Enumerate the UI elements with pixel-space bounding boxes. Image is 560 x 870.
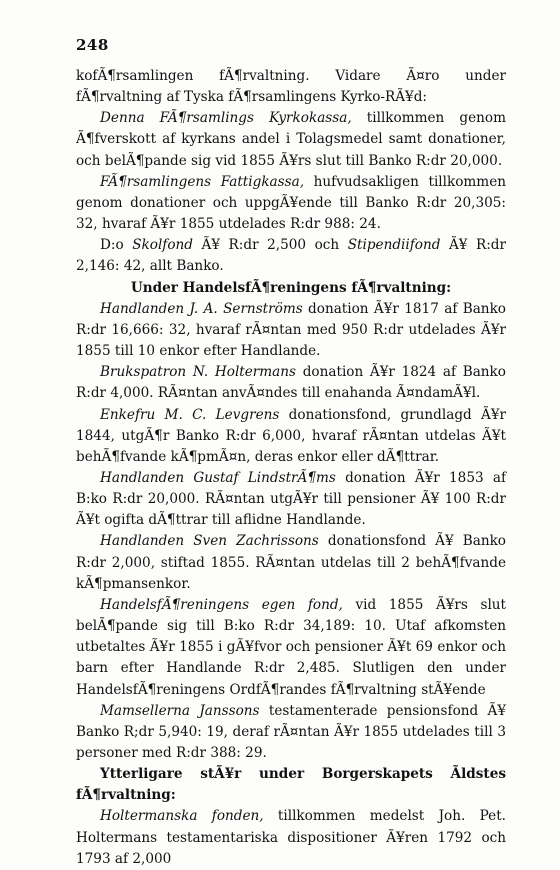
- fund-name: Handlanden Gustaf LindstrÃ¶ms: [100, 469, 336, 486]
- text-run: donationsfond Ã¥ Banko R:dr 2,000, stiftad 1855. RÃ¤ntan utdelas till 2 behÃ¶fvande kÃ¶pmansenkor.: [76, 533, 506, 592]
- fund-name: HandelsfÃ¶reningens egen fond,: [100, 596, 343, 613]
- paragraph-intro: [76, 66, 506, 108]
- fund-name: Handlanden Sven Zachrissons: [100, 533, 319, 550]
- text-run: Ytterligare stÃ¥r under Borgerskapets Ãldstes fÃ¶rvaltning:: [76, 766, 506, 804]
- fund-name: Mamsellerna Janssons: [100, 702, 260, 719]
- paragraph-kyrkokassa: [76, 108, 506, 171]
- paragraph-lindstrom: [76, 468, 506, 531]
- fund-name: FÃ¶rsamlingens Fattigkassa,: [100, 173, 305, 190]
- text-run: donation Ã¥r 1853 af B:ko R:dr 20,000. RÃ¤ntan utgÃ¥r till pensioner Ã¥ 100 R:dr Ã¥t ogifta dÃ¶ttrar till aflidne Handlande.: [76, 469, 506, 529]
- fund-name: Enkefru M. C. Levgrens: [100, 406, 280, 423]
- page-body: [76, 66, 506, 870]
- paragraph-fattigkassa: [76, 172, 506, 235]
- fund-name: Handlanden J. A. Sernströms: [100, 300, 303, 317]
- text-run: Ã¥ R:dr 2,500 och: [192, 237, 348, 254]
- text-run: Ã¥ R:dr 2,146: 42, allt Banko.: [76, 237, 506, 275]
- fund-name: Denna FÃ¶rsamlings Kyrkokassa,: [100, 110, 352, 127]
- fund-name: Holtermanska fonden,: [100, 808, 264, 825]
- text-run: Vidare Ã¤ro under fÃ¶rvaltning af Tyska fÃ¶rsamlingens Kyrko-RÃ¥d:: [76, 68, 506, 106]
- text-run: tillkommen genom Ã¶fverskott af kyrkans andel i Tolagsmedel samt donationer, och belÃ¶pande sig vid 1855 Ã¥rs slut till Banko R:dr 20,000.: [76, 110, 506, 169]
- text-run: donationsfond, grundlagd Ã¥r 1844, utgÃ¶r Banko R:dr 6,000, hvaraf rÃ¤ntan utdelas Ã¥t behÃ¶fvande kÃ¶pmÃ¤n, deras enkor eller dÃ¶ttrar.: [76, 406, 506, 465]
- paragraph-levgren: [76, 405, 506, 468]
- fund-name: Stipendiifond: [347, 237, 441, 254]
- paragraph-jansson: [76, 701, 506, 764]
- text-run: donation Ã¥r 1824 af Banko R:dr 4,000. RÃ¤ntan anvÃ¤ndes till enahanda Ã¤ndamÃ¥l.: [76, 364, 506, 402]
- text-run: kofÃ¶rsamlingen fÃ¶rvaltning.: [76, 68, 310, 84]
- fund-name: Skolfond: [132, 237, 193, 254]
- paragraph-handelsforeningen: [76, 595, 506, 701]
- page-number: 248: [76, 36, 109, 54]
- paragraph-holterman: [76, 362, 506, 404]
- text-run: donation Ã¥r 1817 af Banko R:dr 16,666: 32, hvaraf rÃ¤ntan med 950 R:dr utdelades Ã¥r 1855 till 10 enkor efter Handlande.: [76, 300, 506, 360]
- section-heading: Under HandelsfÃ¶reningens fÃ¶rvaltning:: [130, 279, 452, 296]
- text-run: tillkommen medelst Joh. Pet. Holtermans testamentariska dispositioner Ã¥ren 1792 och 1793 af 2,000: [76, 808, 506, 867]
- text-run: D:o: [100, 237, 133, 254]
- paragraph-holtermanska: [76, 806, 506, 869]
- text-run: hufvudsakligen tillkommen genom donationer och uppgÃ¥ende till Banko R:dr 20,305: 32, hvaraf Ã¥r 1855 utdelades R:dr 988: 24.: [76, 173, 506, 233]
- paragraph-sernstrom: [76, 299, 506, 362]
- text-run: vid 1855 Ã¥rs slut belÃ¶pande sig till B:ko R:dr 34,189: 10. Utaf afkomsten utbetaltes Ã¥r 1855 i gÃ¥fvor och pensioner Ã¥t 69 enkor och barn efter Handlande R:dr 2,485. Slutligen den under HandelsfÃ¶reningens OrdfÃ¶randes fÃ¶rvaltning stÃ¥ende: [76, 596, 507, 698]
- text-run: testamenterade pensionsfond Ã¥ Banko R;dr 5,940: 19, deraf rÃ¤ntan Ã¥r 1855 utdelades till 3 personer med R:dr 388: 29.: [76, 702, 506, 761]
- fund-name: Brukspatron N. Holtermans: [100, 364, 297, 381]
- paragraph-skolfond: [76, 235, 506, 277]
- paragraph-zachrisson: [76, 531, 506, 594]
- paragraph-borgerskapet: [76, 764, 506, 806]
